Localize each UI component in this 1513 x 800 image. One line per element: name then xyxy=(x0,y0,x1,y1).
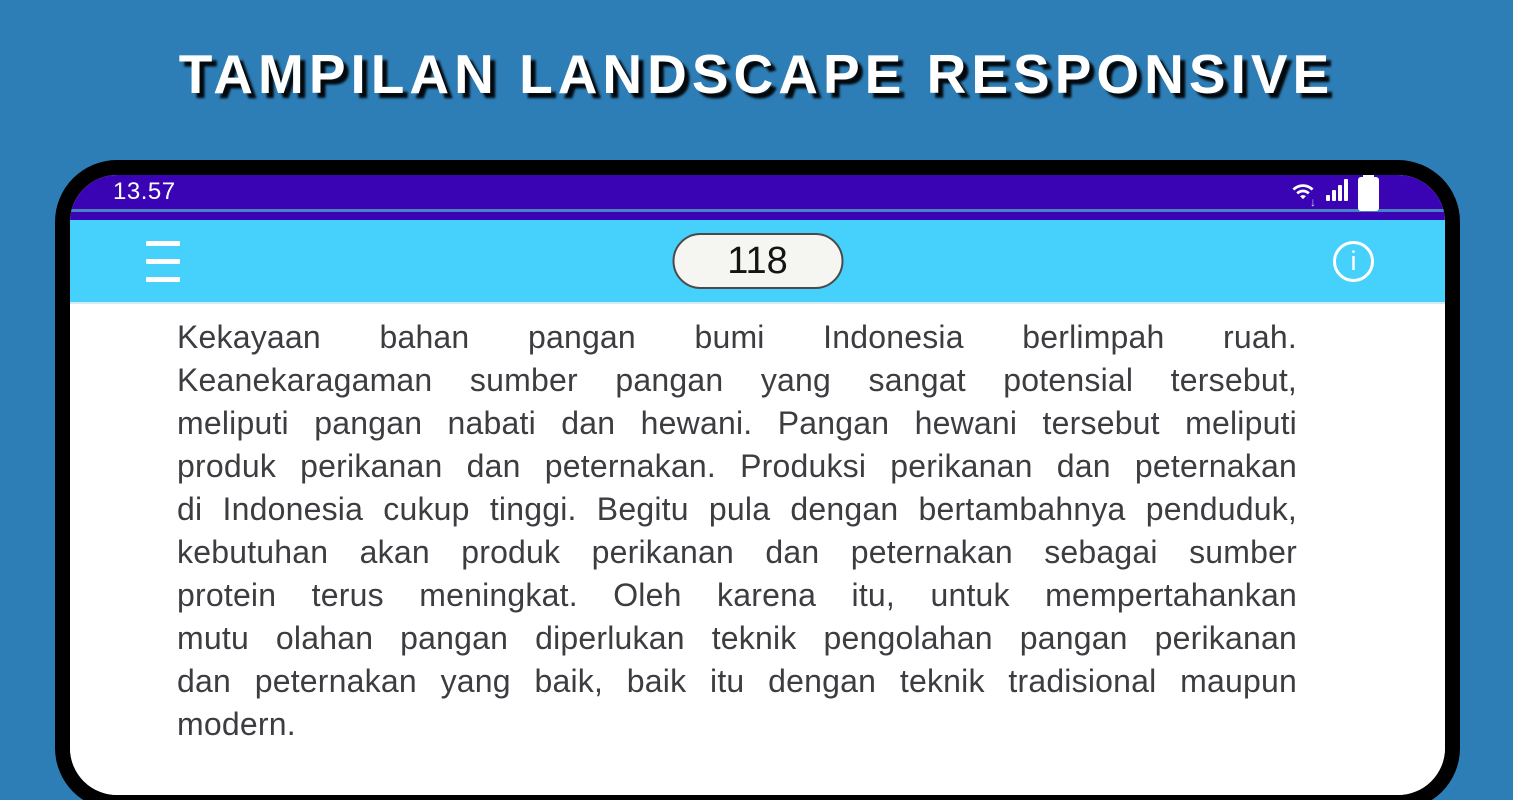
status-icons xyxy=(1289,175,1379,211)
wifi-icon xyxy=(1289,180,1319,209)
reading-content xyxy=(70,302,1445,795)
info-icon[interactable] xyxy=(1333,241,1374,282)
hamburger-menu-icon[interactable] xyxy=(146,241,180,282)
battery-icon xyxy=(1358,177,1379,211)
text-line: modern. xyxy=(177,706,296,742)
text-line: dan peternakan yang baik, baik itu dengan teknik tradisional maupun xyxy=(177,663,1297,699)
page-title: TAMPILAN LANDSCAPE RESPONSIVE xyxy=(178,43,1335,105)
status-time: 13.57 xyxy=(113,178,176,205)
text-line: kebutuhan akan produk perikanan dan peternakan sebagai sumber xyxy=(177,534,1297,570)
text-line: Kekayaan bahan pangan bumi Indonesia berlimpah ruah. xyxy=(177,319,1297,355)
text-line: di Indonesia cukup tinggi. Begitu pula dengan bertambahnya penduduk, xyxy=(177,491,1297,527)
text-line: mutu olahan pangan diperlukan teknik pengolahan pangan perikanan xyxy=(177,620,1297,656)
info-glyph: i xyxy=(1350,245,1357,276)
status-bar-strip xyxy=(70,212,1445,220)
data-activity-arrow-icon: ↓ xyxy=(1310,195,1316,209)
paragraph xyxy=(177,316,1297,746)
phone-frame xyxy=(55,160,1460,800)
phone-screen xyxy=(70,175,1445,795)
text-line: protein terus meningkat. Oleh karena itu, untuk mempertahankan xyxy=(177,577,1297,613)
text-line: produk perikanan dan peternakan. Produksi perikanan dan peternakan xyxy=(177,448,1297,484)
cellular-signal-icon xyxy=(1326,178,1351,207)
text-line: meliputi pangan nabati dan hewani. Pangan hewani tersebut meliputi xyxy=(177,405,1297,441)
status-bar xyxy=(70,175,1445,209)
text-line: Keanekaragaman sumber pangan yang sangat potensial tersebut, xyxy=(177,362,1297,398)
page-number-badge[interactable]: 118 xyxy=(672,233,843,289)
app-bar xyxy=(70,220,1445,302)
